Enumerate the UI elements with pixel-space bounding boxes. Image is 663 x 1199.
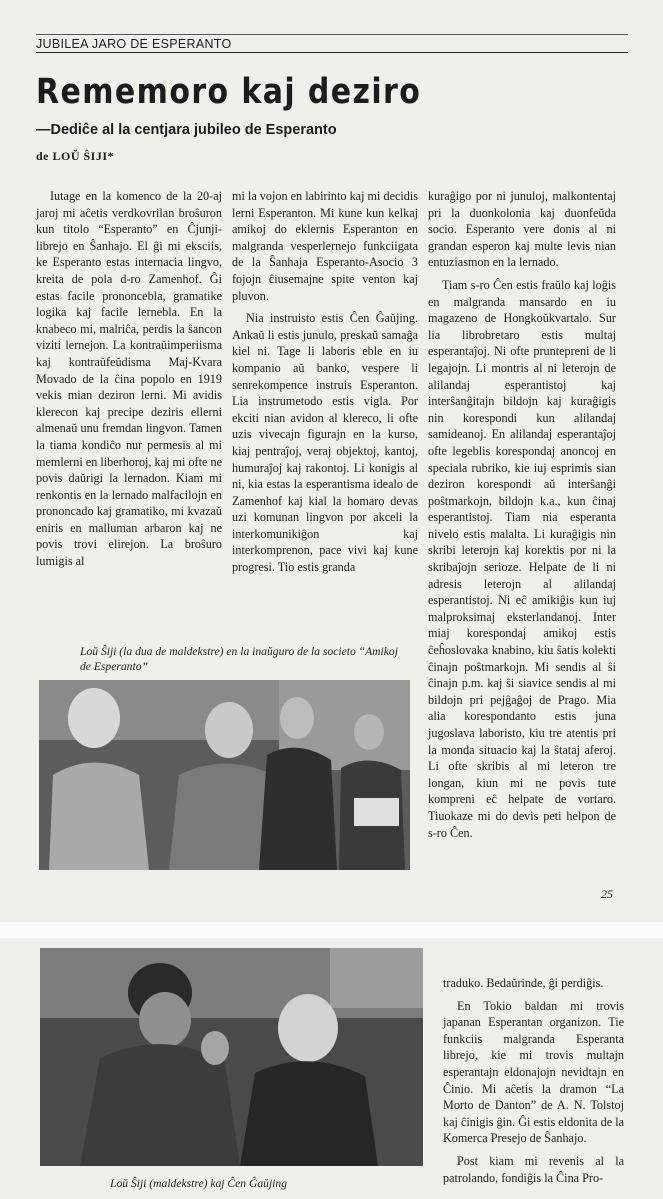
paragraph: mi la vojon en labirinto kaj mi decidis lerni Esperanton. Mi kune kun kelkaj amikoj do eklernis Esperanton en malgranda vesperlernejo funkciigata de la Ŝanhaja Esperanto-Asocio 3 fojojn ĉiusemajne spite venton kaj pluvon. bbox=[232, 189, 418, 303]
paragraph: Iutage en la komenco de la 20-aj jaroj mi aĉetis verdkovrilan broŝuron kun titolo “Esperanto” en Ĉjunji-librejo en Ŝanhajo. El ĝi mi eksciis, ke Esperanto estas internacia lingvo, kreita de pola d-ro Zamenhof. Ĝi estas facile prononcebla, gramatike logika kaj facile lernebla. En la knabeco mi, malriĉa, perdis la ŝancon viziti lernejon. La kontraŭimperiisma kaj kontraŭfeŭdisma Maj-Kvara Movado de la ĉina popolo en 1919 vekis mian deziron lerni. Mi avidis klerecon kaj precipe deziris ellerni almenaŭ unu fremdan lingvon. Tamen la tiama kondiĉo nur permesis al mi memlerni en liberhoroj, kaj mi ofte ne povis daŭrigi la lernadon. Kiam mi renkontis en la lernado malfacilojn en prononcado kaj gramatiko, mi kvazaŭ eniris en malluman arbaron kaj ne povis trovi elirejon. La broŝuro lumigis al bbox=[36, 189, 222, 569]
section-label: JUBILEA JARO DE ESPERANTO bbox=[36, 37, 628, 53]
photo-inauguration bbox=[39, 680, 410, 870]
photo-caption-2: Loŭ Ŝiji (maldekstre) kaj Ĉen Ĝaŭjing bbox=[110, 1177, 287, 1190]
article-subtitle: —Dediĉe al la centjara jubileo de Esperanto bbox=[36, 122, 337, 138]
paragraph: Post kiam mi revenis al la patrolando, fondiĝis la Ĉina Pro- bbox=[443, 1153, 624, 1185]
text-column-1 bbox=[36, 188, 222, 576]
paragraph: kuraĝigo por ni junuloj, malkontentaj pri la duonkolonia kaj duonfeŭda socio. Esperanto vere donis al ni grandan esperon kaj multe levis nian entuziasmon en la lernado. bbox=[428, 189, 616, 270]
paragraph: Tiam s-ro Ĉen estis fraŭlo kaj loĝis en malgranda mansardo en iu magazeno de Hongkoŭkvartalo. Sur lia librobretaro estis multaj esperantaĵoj. Ni ofte pruntepreni de li legajojn. Li montris al ni leterojn de alilandaj esperantistoj kaj interŝanĝitajn bildojn kaj kuraĝigis nin korespondi kun alilandaj samideanoj. En alilandaj esperantaĵoj ofte legeblis korespondaj anoncoj en speciala rubriko, kie iuj esprimis sian deziron korespondi aŭ interŝanĝi poŝtmarkojn, bildojn k.a., kun ĉinaj esperantistoj. Tiam nia esperanta nivelo estis malalta. Li kuraĝigis nin skribi leterojn kaj korektis por ni la skribaĵojn serioze. Helpate de li ni adresis leterojn al alilandaj esperantistoj. Ni eĉ amikiĝis kun iuj malproksimaj eksterlandanoj. Inter miaj korespondaj amikoj estis ĉeĥoslovaka knabino, kiu ŝatis kolekti ĉinajn poŝtmarkojn. Mi sendis al ŝi ĉinajn p.m. kaj ŝi siavice sendis al mi bildojn pri pejĝaĝoj de Prago. Mia alia korespondanto estis juna jugoslava laboristo, kiu tre atentis pri la monda situacio kaj la ŝtataj aferoj. Li ofte skribis al mi leteron tre longan, kiun mi ne povis tute kompreni eĉ helpate de vortaro. Tiuokaze mi do devis peti helpon de s-ro Ĉen. bbox=[428, 277, 616, 840]
photo-lou-siji-and-cen-gaujing bbox=[40, 948, 423, 1166]
article-title: Rememoro kaj deziro bbox=[36, 72, 422, 113]
text-column-continuation bbox=[443, 975, 624, 1192]
paragraph: Nia instruisto estis Ĉen Ĝaŭjing. Ankaŭ li estis junulo, preskaŭ samaĝa kiel ni. Tage li laboris eble en iu kompanio aŭ banko, vespere li senrekompence instruis Esperanton. Lia instrumetodo estis vigla. Por ekciti nian avidon al klereco, li ofte uzis vivecajn figurajn en la kurso, kiaj pentraĵoj, veraj objektoj, kantoj, humuraĵoj kaj rakontoj. Li konigis al ni, kia estas la esperantisma idealo de Zamenhof kaj kial la homaro devas uzi komunan lingvon por akceli la interkomunikiĝon kaj interkomprenon, pace vivi kaj kune progresi. Tio estis granda bbox=[232, 311, 418, 575]
paragraph: En Tokio baldan mi trovis japanan Esperantan organizon. Tie funkciis malgranda Esperanta librejo, kie mi trovis multajn esperantajn eldonajojn nevidtajn en Ĉinio. Mi aĉetis la dramon “La Morto de Danton” de A. N. Tolstoj kaj ĉinigis ĝin. Ĝi estis eldonita de la Komerca Presejo de Ŝanhajo. bbox=[443, 998, 624, 1146]
article-byline: de LOŬ ŜIJI* bbox=[36, 149, 115, 163]
paragraph: traduko. Bedaŭrinde, ĝi perdiĝis. bbox=[443, 976, 604, 990]
text-column-2 bbox=[232, 188, 418, 582]
page-number: 25 bbox=[601, 887, 613, 901]
section-top-rule bbox=[36, 34, 628, 35]
text-column-3 bbox=[428, 188, 616, 847]
page-gap bbox=[0, 922, 663, 938]
photo-caption-1: Loŭ Ŝiji (la dua de maldekstre) en la inaŭguro de la societo “Amikoj de Esperanto” bbox=[80, 645, 398, 673]
